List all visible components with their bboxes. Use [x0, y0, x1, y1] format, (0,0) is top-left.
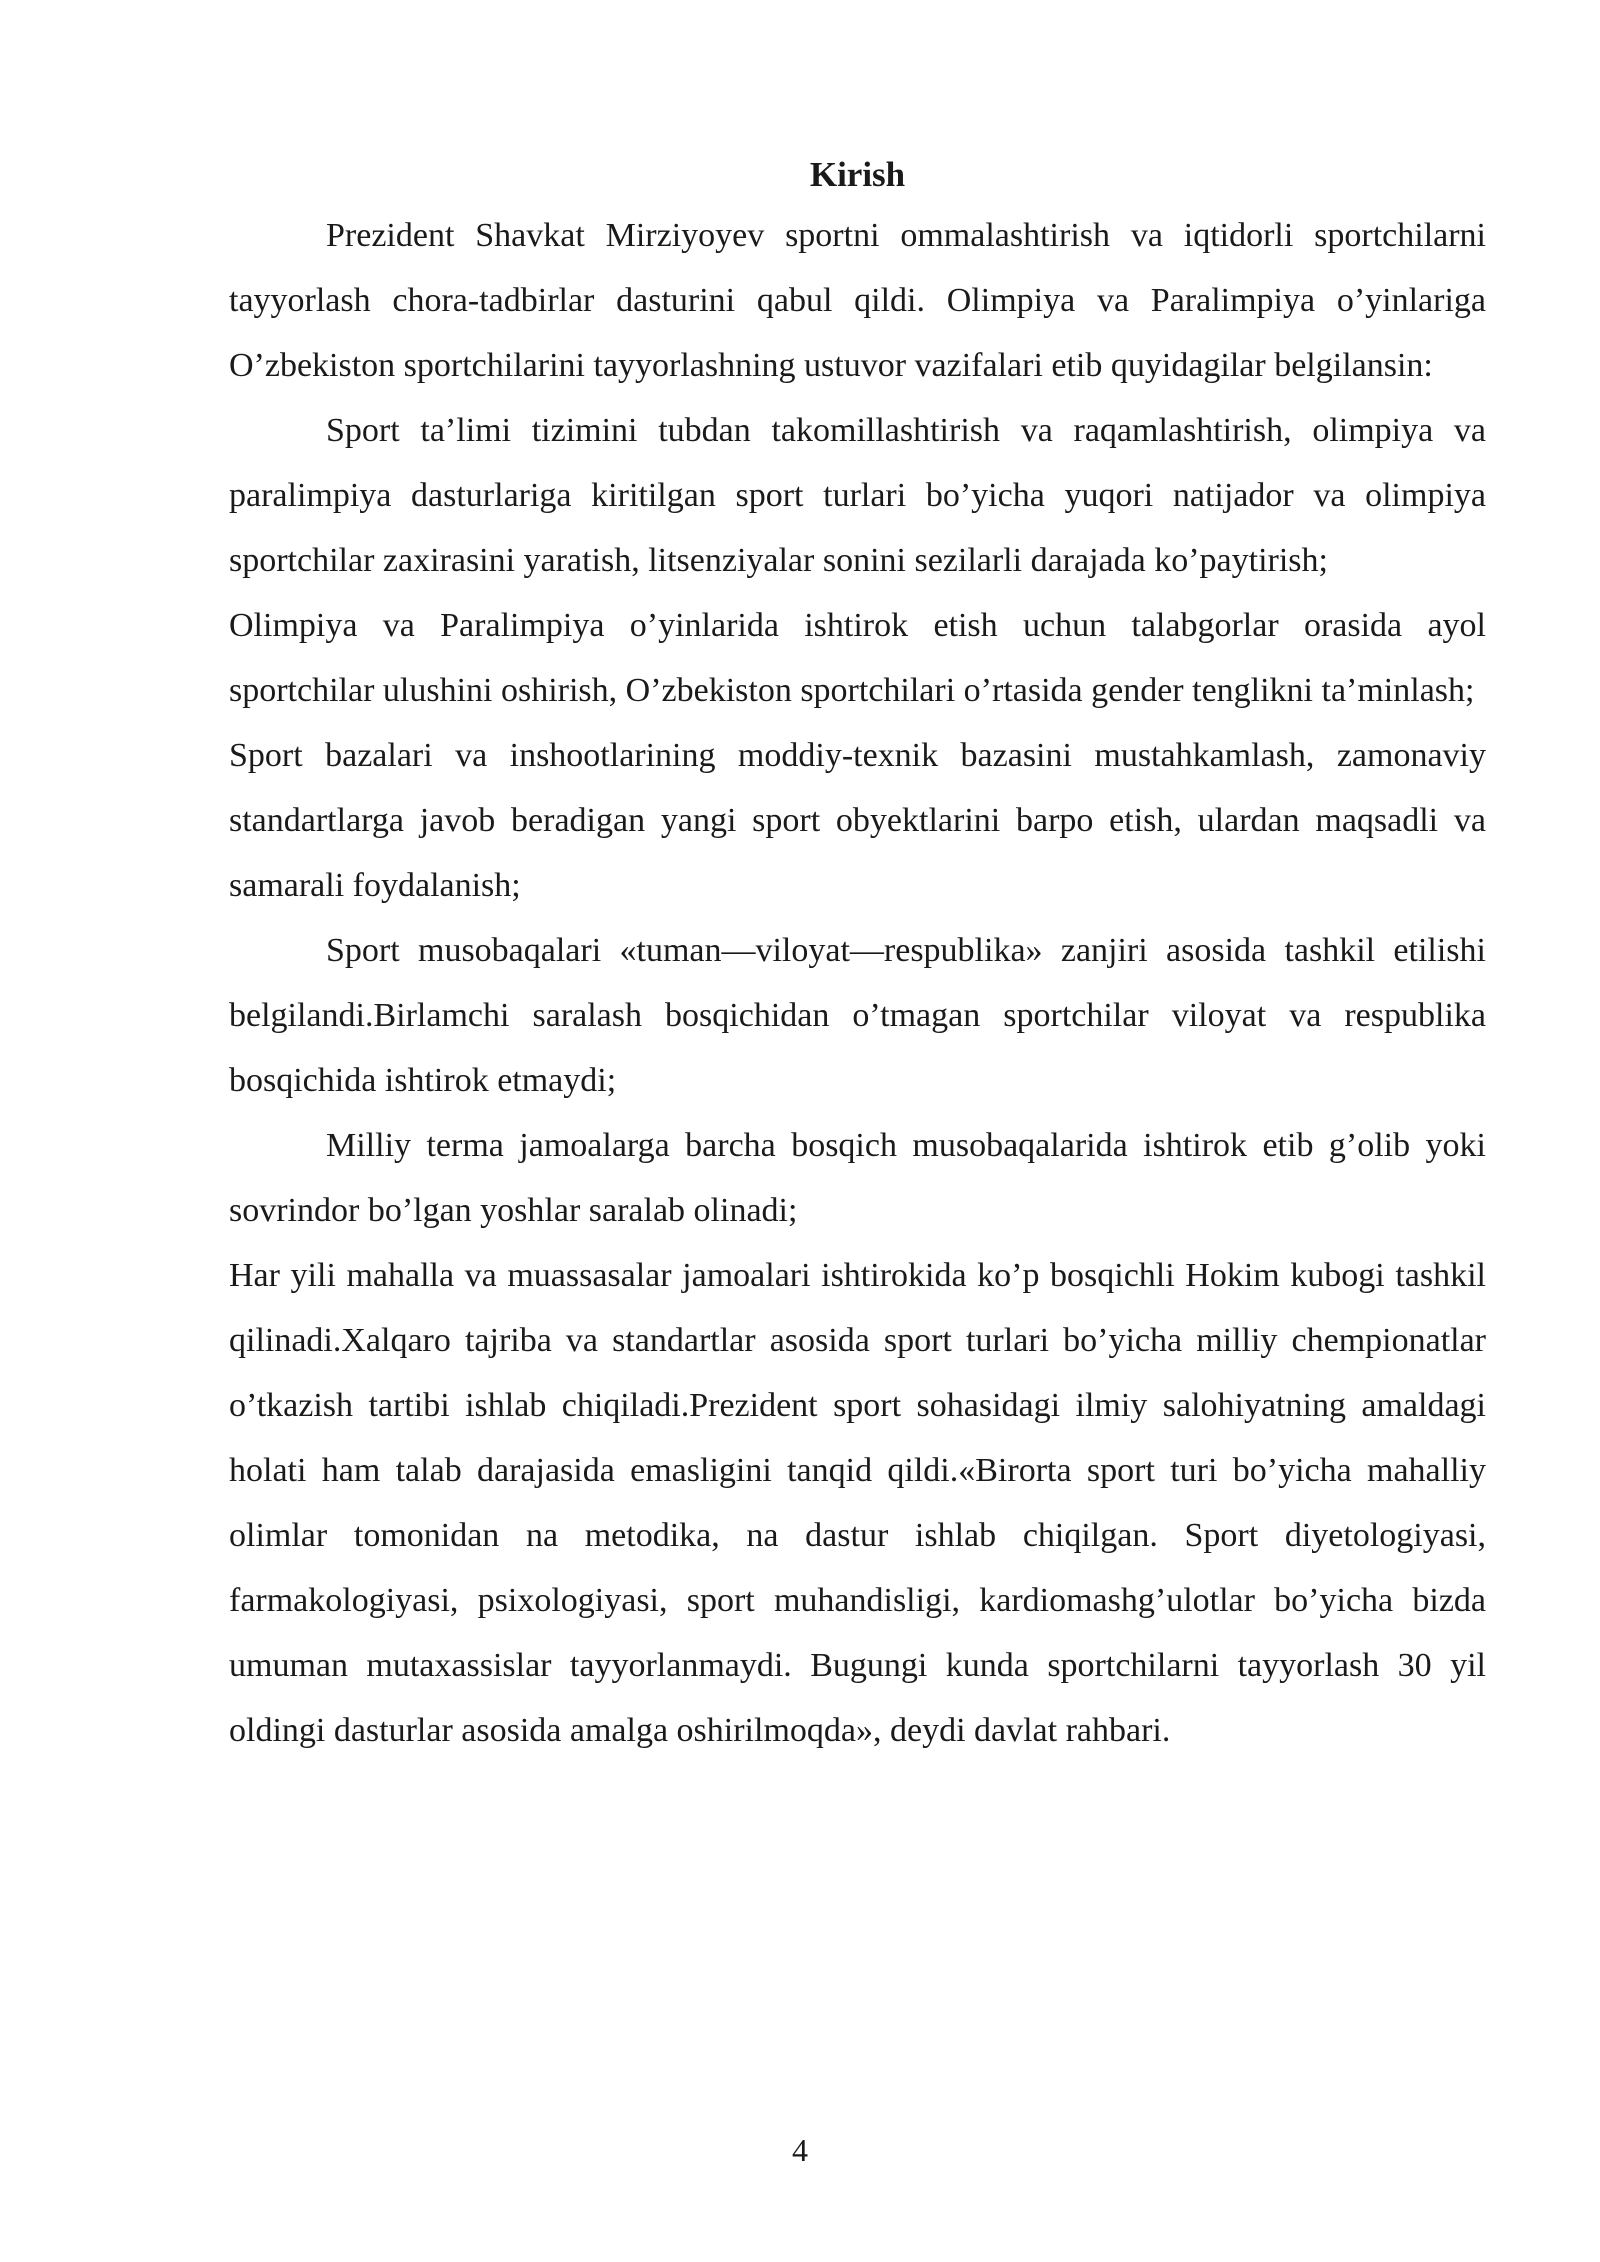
page-content: [229, 147, 1486, 1763]
paragraph-3: Olimpiya va Paralimpiya o’yinlarida ishtirok etish uchun talabgorlar orasida ayol sportchilar ulushini oshirish, O’zbekiston sportchilari o’rtasida gender tenglikni ta’minlash;: [229, 607, 1486, 709]
paragraph-4: Sport bazalari va inshootlarining moddiy-texnik bazasini mustahkamlash, zamonaviy standartlarga javob beradigan yangi sport obyektlarini barpo etish, ulardan maqsadli va samarali foydalanish;: [229, 737, 1486, 904]
page-title: Kirish: [809, 155, 906, 194]
paragraph-5: Sport musobaqalari «tuman—viloyat—respublika» zanjiri asosida tashkil etilishi belgilandi.Birlamchi saralash bosqichidan o’tmagan sportchilar viloyat va respublika bosqichida ishtirok etmaydi;: [229, 932, 1486, 1099]
paragraph-1: Prezident Shavkat Mirziyoyev sportni ommalashtirish va iqtidorli sportchilarni tayyorlash chora-tadbirlar dasturini qabul qildi. Olimpiya va Paralimpiya o’yinlariga O’zbekiston sportchilarini tayyorlashning ustuvor vazifalari etib quyidagilar belgilansin:: [229, 217, 1486, 384]
page-number: 4: [792, 2132, 808, 2168]
paragraph-2: Sport ta’limi tizimini tubdan takomillashtirish va raqamlashtirish, olimpiya va paralimpiya dasturlariga kiritilgan sport turlari bo’yicha yuqori natijador va olimpiya sportchilar zaxirasini yaratish, litsenziyalar sonini sezilarli darajada ko’paytirish;: [229, 412, 1486, 579]
paragraph-7: Har yili mahalla va muassasalar jamoalari ishtirokida ko’p bosqichli Hokim kubogi tashkil qilinadi.Xalqaro tajriba va standartlar asosida sport turlari bo’yicha milliy chempionatlar o’tkazish tartibi ishlab chiqiladi.Prezident sport sohasidagi ilmiy salohiyatning amaldagi holati ham talab darajasida emasligini tanqid qildi.«Birorta sport turi bo’yicha mahalliy olimlar tomonidan na metodika, na dastur ishlab chiqilgan. Sport diyetologiyasi, farmakologiyasi, psixologiyasi, sport muhandisligi, kardiomashg’ulotlar bo’yicha bizda umuman mutaxassislar tayyorlanmaydi. Bugungi kunda sportchilarni tayyorlash 30 yil oldingi dasturlar asosida amalga oshirilmoqda», deydi davlat rahbari.: [229, 1257, 1486, 1749]
paragraph-6: Milliy terma jamoalarga barcha bosqich musobaqalarida ishtirok etib g’olib yoki sovrindor bo’lgan yoshlar saralab olinadi;: [229, 1127, 1486, 1229]
